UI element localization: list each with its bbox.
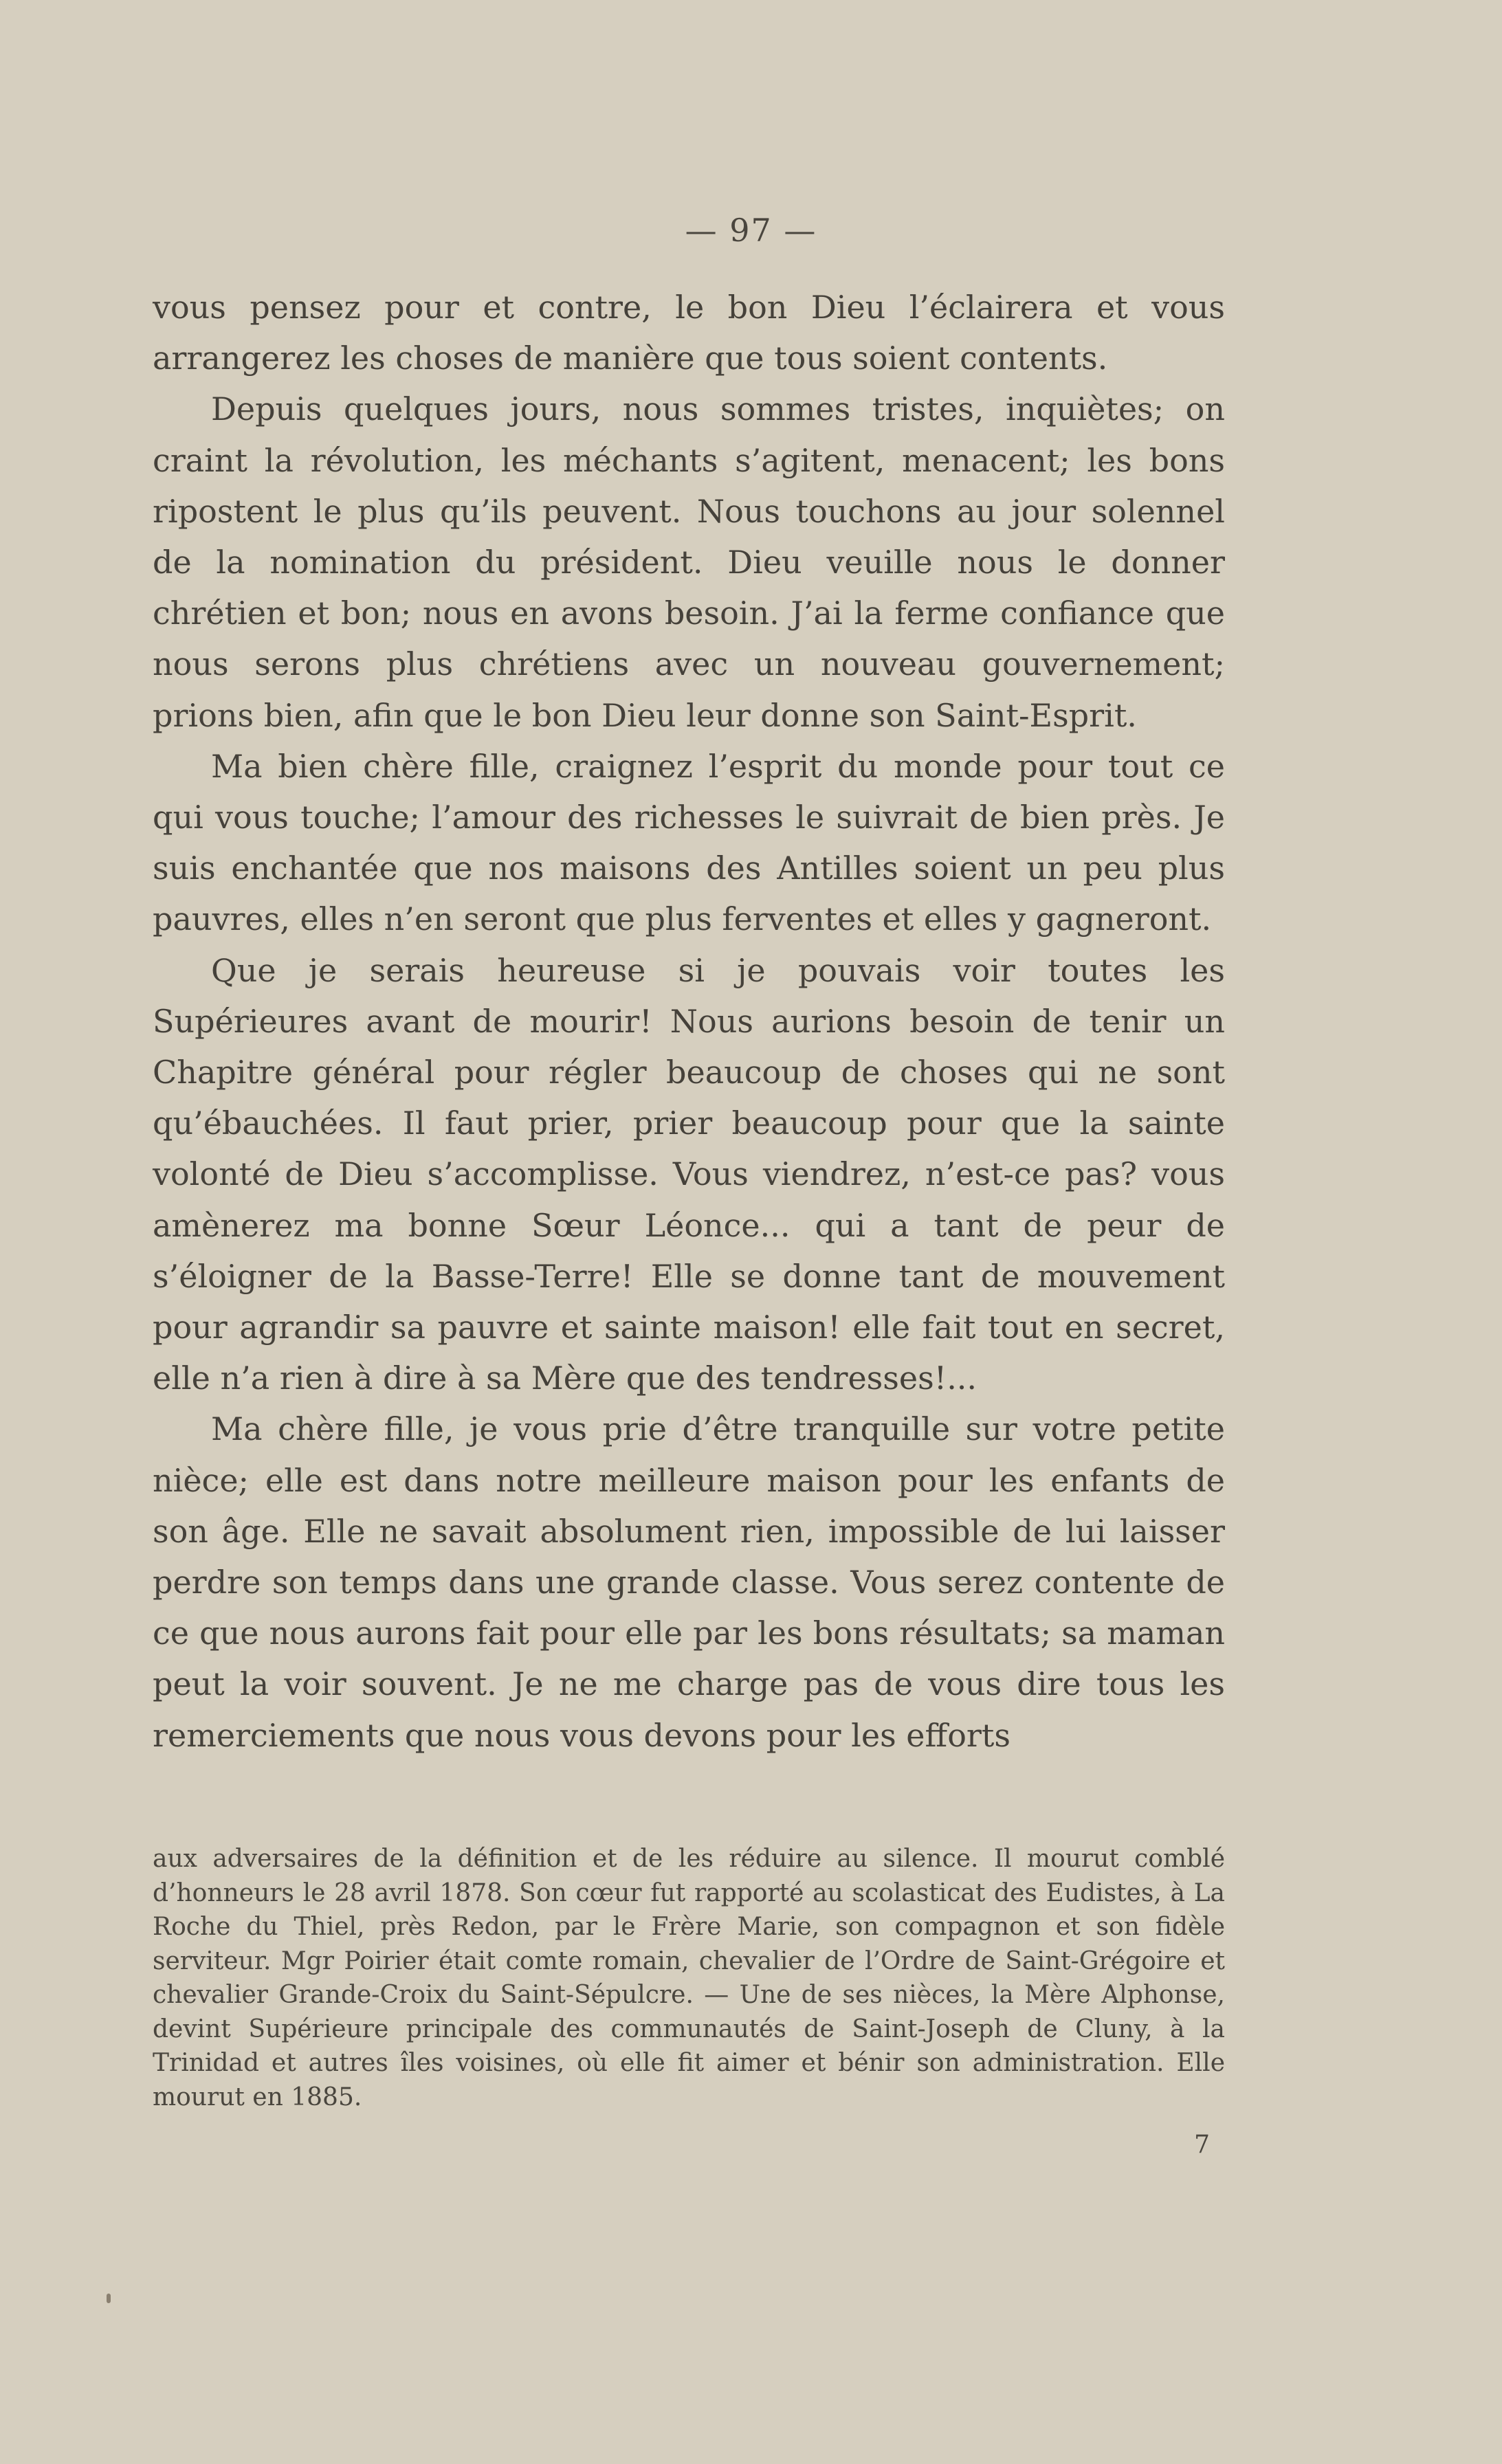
footnote	[153, 1842, 1225, 2114]
paragraph: Que je serais heureuse si je pouvais voir toutes les Supérieures avant de mourir! Nous aurions besoin de tenir un Chapitre général pour régler beaucoup de choses qui ne sont qu’ébauchées. Il faut prier, prier beaucoup pour que la sainte volonté de Dieu s’accomplisse. Vous viendrez, n’est-ce pas? vous amènerez ma bonne Sœur Léonce... qui a tant de peur de s’éloigner de la Basse-Terre! Elle se donne tant de mouvement pour agrandir sa pauvre et sainte maison! elle fait tout en secret, elle n’a rien à dire à sa Mère que des tendresses!...	[153, 951, 1225, 1397]
page-number: — 97 —	[685, 212, 817, 249]
main-text	[153, 282, 1225, 1761]
paragraph: vous pensez pour et contre, le bon Dieu l’éclairera et vous arrangerez les choses de manière que tous soient contents.	[153, 289, 1225, 377]
paper-speck	[107, 2294, 111, 2303]
paragraph: Depuis quelques jours, nous sommes tristes, inquiètes; on craint la révolution, les méchants s’agitent, menacent; les bons ripostent le plus qu’ils peuvent. Nous touchons au jour solennel de la nomination du président. Dieu veuille nous le donner chrétien et bon; nous en avons besoin. J’ai la ferme confiance que nous serons plus chrétiens avec un nouveau gouvernement; prions bien, afin que le bon Dieu leur donne son Saint-Esprit.	[153, 390, 1225, 734]
paragraph: Ma bien chère fille, craignez l’esprit du monde pour tout ce qui vous touche; l’amour des richesses le suivrait de bien près. Je suis enchantée que nos maisons des Antilles soient un peu plus pauvres, elles n’en seront que plus ferventes et elles y gagneront.	[153, 747, 1225, 938]
paragraph: Ma chère fille, je vous prie d’être tranquille sur votre petite nièce; elle est dans notre meilleure maison pour les enfants de son âge. Elle ne savait absolument rien, impossible de lui laisser perdre son temps dans une grande classe. Vous serez contente de ce que nous aurons fait pour elle par les bons résultats; sa maman peut la voir souvent. Je ne me charge pas de vous dire tous les remerciements que nous vous devons pour les efforts	[153, 1410, 1225, 1754]
signature-mark: 7	[1194, 2131, 1210, 2159]
footnote-text: aux adversaires de la définition et de les réduire au silence. Il mourut comblé d’honneurs le 28 avril 1878. Son cœur fut rapporté au scolasticat des Eudistes, à La Roche du Thiel, près Redon, par le Frère Marie, son compagnon et son fidèle serviteur. Mgr Poirier était comte romain, chevalier de l’Ordre de Saint-Grégoire et chevalier Grande-Croix du Saint-Sépulcre. — Une de ses nièces, la Mère Alphonse, devint Supérieure principale des communautés de Saint-Joseph de Cluny, à la Trinidad et autres îles voisines, où elle fit aimer et bénir son administration. Elle mourut en 1885.	[153, 1845, 1225, 2111]
